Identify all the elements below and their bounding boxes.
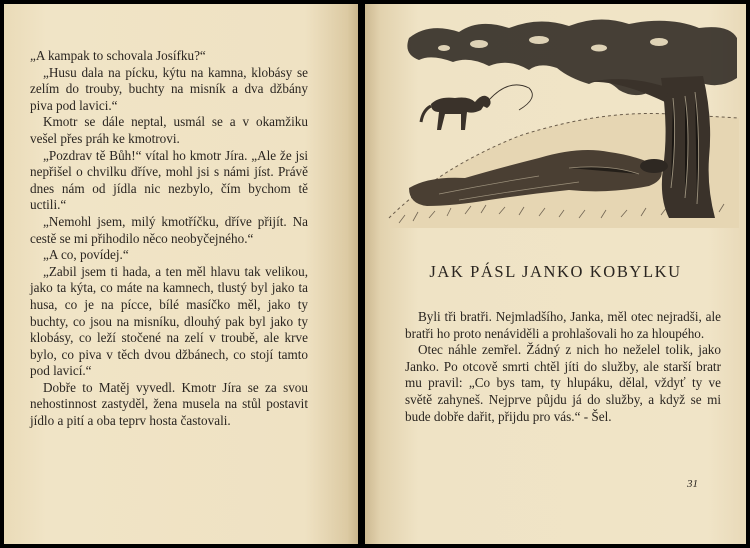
right-paragraph: Otec náhle zemřel. Žádný z nich ho neželel tolik, jako Janko. Po otcově smrti chtěl jíti do služby, ale starší bratr mu pravil: „Co bys tam, ty hlupáku, dělal, vždyť ty ve světě zahyneš. Nejprve půjdu já do služby, a když se mi bude dobře dařit, přijdu pro vás.“ - Šel.	[405, 342, 721, 424]
chapter-illustration	[369, 18, 739, 228]
book-gutter	[358, 0, 365, 548]
left-page-text	[30, 48, 308, 430]
left-paragraph: Kmotr se dále neptal, usmál se a v okamžiku vešel přes práh ke kmotrovi.	[30, 114, 308, 146]
right-page	[365, 4, 746, 544]
left-paragraph: „Pozdrav tě Bůh!“ vítal ho kmotr Jíra. „Ale že jsi nepřišel o chvilku dříve, mohl jsi s námi jíst. Právě dnes nám od jídla nic nezbylo, čím bychom tě uctili.“	[30, 147, 308, 213]
left-paragraph: „Husu dala na pícku, kýtu na kamna, klobásy se zelím do trouby, buchty na misník a dva džbány piva pod lavici.“	[30, 64, 308, 113]
left-paragraph: Dobře to Matěj vyvedl. Kmotr Jíra se za svou nehostinnost zastyděl, žena musela na stůl postavit jídlo a pití a oba teprv hosta častovali.	[30, 379, 308, 429]
left-paragraph: „A kampak to schovala Josífku?“	[30, 48, 206, 63]
left-page	[4, 4, 358, 544]
page-number: 31	[687, 478, 698, 490]
right-paragraph: Byli tři bratři. Nejmladšího, Janka, měl otec nejradši, ale bratři ho proto nenáviděli a prohlašovali ho za hloupého.	[405, 309, 721, 341]
left-paragraph: „Zabil jsem ti hada, a ten měl hlavu tak velikou, jako ta kýta, co máte na kamnech, tlustý byl jako ta husa, co je na pícce, bílé masíčko měl, jako ty buchty, co jsou na misníku, dlouhý pak byl jako ty klobásy, co leží stočené na zelí v troubě, ale krve bylo, co piva v těch dvou džbánech, co stojí tamto pod lavicí.“	[30, 263, 308, 379]
left-paragraph: „A co, povídej.“	[43, 247, 129, 263]
left-paragraph: „Nemohl jsem, milý kmotříčku, dříve přijít. Na cestě se mi přihodilo něco neobyčejného.“	[30, 213, 308, 246]
right-page-text	[405, 309, 721, 425]
chapter-title: JAK PÁSL JANKO KOBYLKU	[429, 262, 682, 281]
